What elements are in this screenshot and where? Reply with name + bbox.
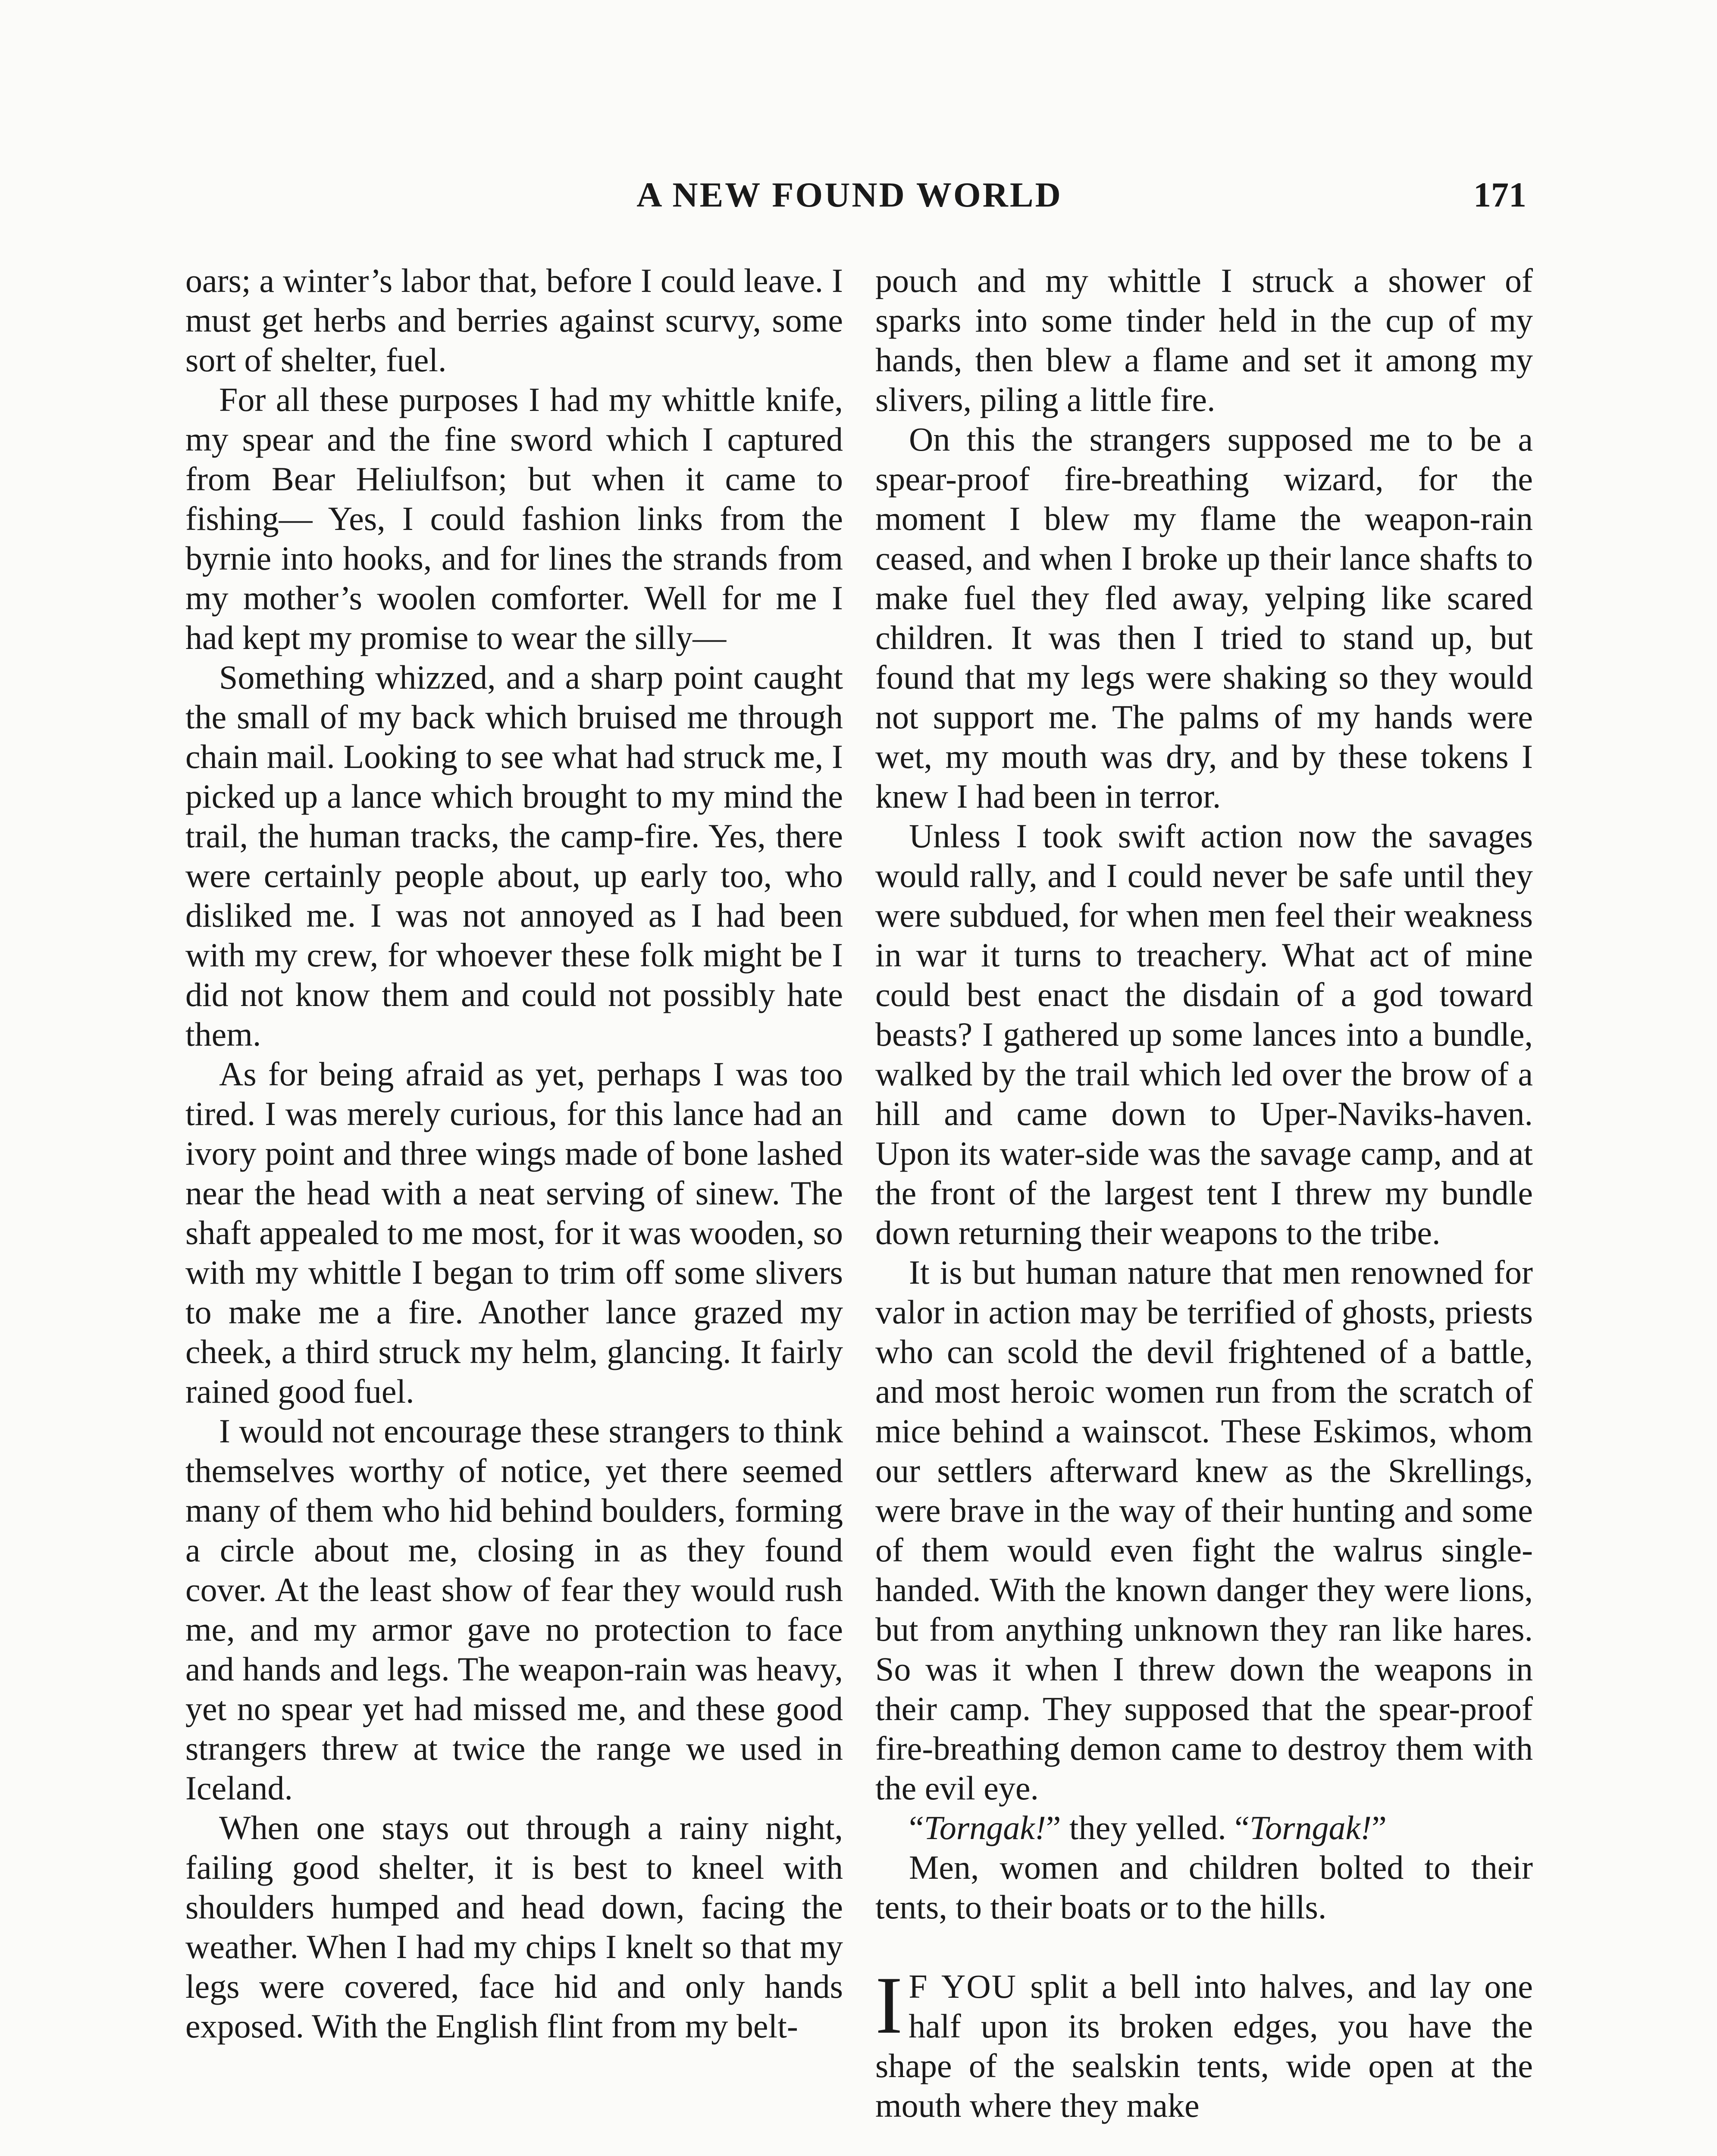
running-head — [172, 175, 1526, 222]
paragraph: For all these purposes I had my whittle knife, my spear and the fine sword which I captured from Bear Heliulfson; but when it came to fishing— Yes, I could fashion links from the byrnie into hooks, and for lines the strands from my mother’s woolen comforter. Well for me I had kept my promise to wear the silly— — [185, 381, 843, 656]
opening-small-caps: F YOU — [909, 1968, 1017, 2005]
paragraph: As for being afraid as yet, perhaps I was too tired. I was merely curious, for this lance had an ivory point and three wings made of bone lashed near the head with a neat serving of sinew. The shaft appealed to me most, for it was wooden, so with my whittle I began to trim off some slivers to make me a fire. Another lance grazed my cheek, a third struck my helm, glancing. It fairly rained good fuel. — [185, 1055, 843, 1410]
paragraph-text: split a bell into halves, and lay one half upon its broken edges, you have the shape of the sealskin tents, wide open at the mouth where they make — [875, 1968, 1533, 2124]
paragraph: oars; a winter’s labor that, before I could leave. I must get herbs and berries against scurvy, some sort of shelter, fuel. — [185, 262, 843, 379]
right-column — [875, 261, 1533, 2125]
exclamation: Torngak! — [924, 1809, 1046, 1846]
paragraph: On this the strangers supposed me to be a spear-proof fire-breathing wizard, for the moment I blew my flame the weapon-rain ceased, and when I broke up their lance shafts to make fuel they fled away, yelping like scared children. It was then I tried to stand up, but found that my legs were shaking so they would not support me. The palms of my hands were wet, my mouth was dry, and by these tokens I knew I had been in terror. — [875, 420, 1533, 815]
quote-open: “ — [909, 1809, 924, 1846]
page-number: 171 — [1473, 175, 1526, 214]
drop-cap: I — [875, 1960, 903, 2051]
paragraph: It is but human nature that men renowned for valor in action may be terrified of ghosts, priests who can scold the devil frightened of a battle, and most heroic women run from the scratch of mice behind a wainscot. These Eskimos, whom our settlers afterward knew as the Skrellings, were brave in the way of their hunting and some of them would even fight the walrus single-handed. With the known danger they were lions, but from anything unknown they ran like hares. So was it when I threw down the weapons in their camp. They supposed that the spear-proof fire-breathing demon came to destroy them with the evil eye. — [875, 1253, 1533, 1807]
paragraph: pouch and my whittle I struck a shower of sparks into some tinder held in the cup of my hands, then blew a flame and set it among my slivers, piling a little fire. — [875, 262, 1533, 418]
paragraph: Something whizzed, and a sharp point caught the small of my back which bruised me through chain mail. Looking to see what had struck me, I picked up a lance which brought to my mind the trail, the human tracks, the camp-fire. Yes, there were certainly people about, up early too, who disliked me. I was not annoyed as I had been with my crew, for whoever these folk might be I did not know them and could not possibly hate them. — [185, 658, 843, 1053]
chapter-title: A NEW FOUND WORLD — [636, 175, 1062, 214]
paragraph: Unless I took swift action now the savages would rally, and I could never be safe until they were subdued, for when men feel their weakness in war it turns to treachery. What act of mine could best enact the disdain of a god toward beasts? I gathered up some lances into a bundle, walked by the trail which led over the brow of a hill and came down to Uper-Naviks-haven. Upon its water-side was the savage camp, and at the front of the largest tent I threw my bundle down returning their weapons to the tribe. — [875, 817, 1533, 1251]
paragraph: When one stays out through a rainy night, failing good shelter, it is best to kneel with shoulders humped and head down, facing the weather. When I had my chips I knelt so that my legs were covered, face hid and only hands exposed. With the English flint from my belt- — [185, 1809, 843, 2045]
paragraph: Men, women and children bolted to their tents, to their boats or to the hills. — [875, 1849, 1533, 1926]
left-column — [185, 261, 843, 2046]
section-break — [875, 1927, 1533, 1967]
section-opening-paragraph — [875, 1960, 1533, 2125]
exclamation: Torngak! — [1249, 1809, 1372, 1846]
dialogue-line — [875, 1808, 1533, 1848]
paragraph: I would not encourage these strangers to think themselves worthy of notice, yet there seemed many of them who hid behind boulders, forming a circle about me, closing in as they found cover. At the least show of fear they would rush me, and my armor gave no protection to face and hands and legs. The weapon-rain was heavy, yet no spear yet had missed me, and these good strangers threw at twice the range we used in Iceland. — [185, 1412, 843, 1807]
quote-close: ” — [1372, 1809, 1387, 1846]
quote-mid: ” they yelled. “ — [1046, 1809, 1250, 1846]
